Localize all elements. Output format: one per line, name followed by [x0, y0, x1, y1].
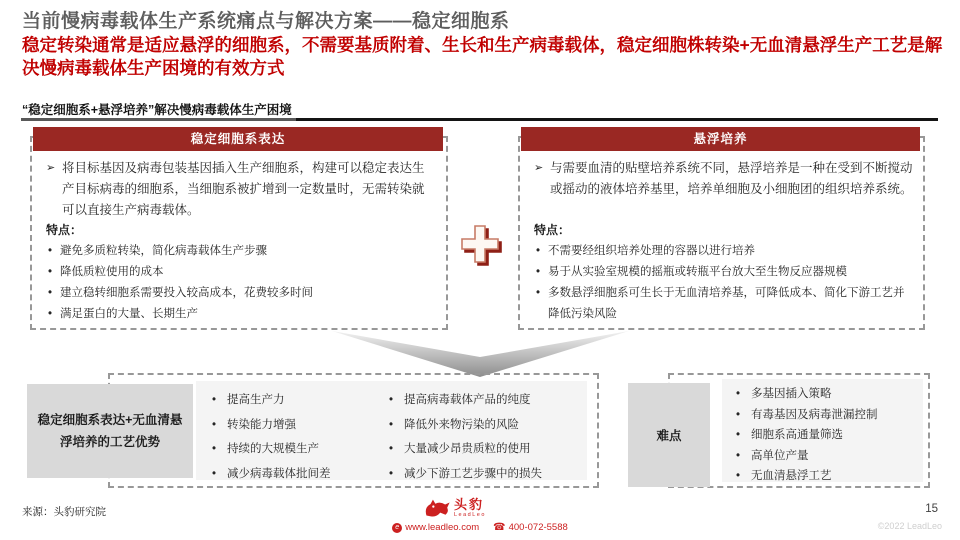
bullet-icon: •	[736, 429, 741, 442]
website-item[interactable]	[392, 522, 479, 533]
list-item-text: 满足蛋白的大量、长期生产	[60, 308, 198, 320]
list-item-text: 多基因插入策略	[751, 388, 832, 400]
phone-number: 400-072-5588	[508, 522, 568, 533]
list-item-text: 减少下游工艺步骤中的损失	[404, 467, 542, 480]
globe-icon: e	[392, 523, 402, 533]
bullet-icon: •	[389, 443, 394, 455]
bullet-icon: •	[389, 418, 394, 431]
down-arrow-icon	[328, 329, 633, 379]
bullet-icon: •	[212, 394, 217, 406]
logo-english-name: LeadLeo	[454, 512, 486, 518]
list-item	[46, 283, 438, 304]
list-item	[736, 384, 878, 405]
list-item	[389, 437, 542, 462]
list-item	[534, 262, 915, 283]
list-item-text: 细胞系高通量筛选	[751, 429, 843, 442]
difficulties-list	[736, 384, 878, 487]
panel-header-stable-cell-line: 稳定细胞系表达	[33, 127, 443, 151]
features-list	[534, 241, 915, 325]
logo-wordmark	[454, 498, 486, 519]
features-list	[46, 241, 438, 325]
features-label: 特点：	[46, 223, 83, 237]
list-item	[736, 446, 878, 467]
website-url[interactable]: www.leadleo.com	[405, 522, 480, 533]
list-item-text: 易于从实验室规模的摇瓶或转瓶平台放大至生物反应器规模	[548, 266, 847, 278]
panel-header-suspension-culture: 悬浮培养	[521, 127, 920, 151]
bullet-icon: •	[536, 287, 541, 299]
features-block	[46, 220, 438, 325]
copyright-note: ©2022 LeadLeo	[877, 521, 942, 531]
list-item	[46, 304, 438, 325]
advantages-label-box	[27, 384, 193, 478]
bullet-icon: •	[212, 467, 217, 480]
leopard-icon	[424, 498, 450, 525]
list-item-text: 提高病毒载体产品的纯度	[404, 394, 531, 406]
bullet-icon: •	[48, 245, 53, 257]
source-note: 来源：头豹研究院	[22, 506, 106, 518]
bullet-icon: •	[212, 443, 217, 455]
panel-description-text: 将目标基因及病毒包装基因插入生产细胞系，构建可以稳定表达生产目标病毒的细胞系，当细胞系被扩增到一定数量时，无需转染就可以直接生产病毒载体。	[62, 161, 425, 217]
bullet-icon: •	[736, 449, 741, 462]
bullet-icon: •	[212, 418, 217, 431]
phone-item	[493, 522, 568, 533]
list-item	[534, 283, 915, 325]
list-item	[212, 462, 331, 487]
key-message: 稳定转染通常是适应悬浮的细胞系，不需要基质附着、生长和生产病毒载体，稳定细胞株转染+无血清悬浮生产工艺是解决慢病毒载体生产困境的有效方式	[22, 35, 943, 78]
list-item	[736, 405, 878, 426]
list-item	[212, 413, 331, 438]
list-item-text: 无血清悬浮工艺	[751, 470, 832, 483]
list-item-text: 减少病毒载体批间差	[227, 467, 331, 480]
logo-chinese-name: 头豹	[454, 497, 485, 512]
panel-description	[534, 158, 913, 200]
list-item-text: 多数悬浮细胞系可生长于无血清培养基，可降低成本、简化下游工艺并降低污染风险	[548, 287, 905, 320]
page-number: 15	[925, 503, 938, 515]
list-item	[389, 462, 542, 487]
list-item	[46, 241, 438, 262]
list-item	[389, 388, 542, 413]
list-item-text: 提高生产力	[227, 394, 285, 406]
list-item-text: 避免多质粒转染，简化病毒载体生产步骤	[60, 245, 267, 257]
contact-row	[0, 522, 960, 533]
bullet-icon: •	[736, 408, 741, 421]
features-label: 特点：	[534, 223, 571, 237]
bullet-icon: •	[48, 266, 53, 278]
leadleo-logo	[424, 498, 486, 525]
arrow-bullet-icon: ➢	[46, 162, 56, 174]
stable-cell-line-panel	[30, 127, 448, 330]
bullet-icon: •	[389, 467, 394, 480]
list-item	[212, 437, 331, 462]
list-item	[736, 425, 878, 446]
bullet-icon: •	[736, 470, 741, 483]
list-item-text: 建立稳转细胞系需要投入较高成本，花费较多时间	[60, 287, 313, 299]
page-title: 当前慢病毒载体生产系统痛点与解决方案——稳定细胞系	[22, 11, 510, 32]
list-item-text: 转染能力增强	[227, 418, 296, 431]
difficulties-label-text: 难点	[656, 429, 682, 443]
list-item	[212, 388, 331, 413]
list-item-text: 不需要经组织培养处理的容器以进行培养	[548, 245, 755, 257]
phone-icon: ☎	[493, 522, 506, 533]
arrow-bullet-icon: ➢	[534, 162, 544, 174]
bullet-icon: •	[48, 308, 53, 320]
section-label: “稳定细胞系+悬浮培养”解决慢病毒载体生产困境	[22, 103, 292, 117]
plus-icon	[455, 221, 505, 269]
list-item-text: 持续的大规模生产	[227, 443, 319, 455]
bullet-icon: •	[48, 287, 53, 299]
list-item	[389, 413, 542, 438]
list-item	[46, 262, 438, 283]
bullet-icon: •	[536, 245, 541, 257]
list-item-text: 降低质粒使用的成本	[60, 266, 164, 278]
section-divider	[21, 118, 938, 121]
list-item	[736, 466, 878, 487]
bullet-icon: •	[536, 266, 541, 278]
list-item-text: 降低外来物污染的风险	[404, 418, 519, 431]
list-item-text: 大量减少昂贵质粒的使用	[404, 443, 531, 455]
advantages-column-2	[389, 388, 542, 486]
bullet-icon: •	[389, 394, 394, 406]
list-item	[534, 241, 915, 262]
features-block	[534, 220, 915, 325]
bullet-icon: •	[736, 388, 741, 400]
panel-description-text: 与需要血清的贴壁培养系统不同，悬浮培养是一种在受到不断搅动或摇动的液体培养基里，培养单细胞及小细胞团的组织培养系统。	[550, 161, 913, 196]
list-item-text: 有毒基因及病毒泄漏控制	[751, 408, 878, 421]
panel-description	[46, 158, 436, 221]
advantages-label-text: 稳定细胞系表达+无血清悬浮培养的工艺优势	[37, 413, 183, 449]
suspension-culture-panel	[518, 127, 925, 330]
advantages-column-1	[212, 388, 331, 486]
list-item-text: 高单位产量	[751, 449, 809, 462]
difficulties-label-box	[628, 383, 710, 487]
